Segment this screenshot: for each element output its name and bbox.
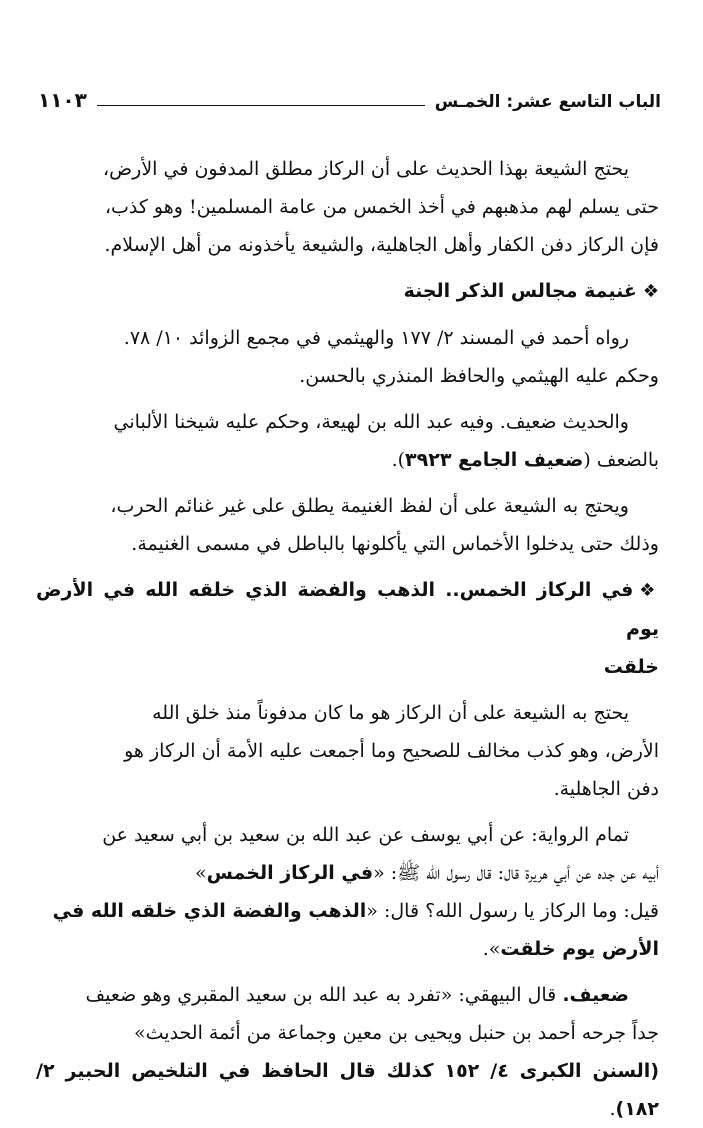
paragraph-5: يحتج به الشيعة على أن الركاز هو ما كان مدفوناً منذ خلق الله الأرض، وهو كذب مخالف للصحيح وما أجمعت عليه الأمة أن الركاز هو دفن الجاهلية. xyxy=(124,702,659,800)
page-body xyxy=(36,150,659,1128)
section-heading-2: ❖في الركاز الخمس.. الذهب والفضة الذي خلقه الله في الأرض يوم خلقت xyxy=(36,579,660,678)
paragraph-4: ويحتج به الشيعة على أن لفظ الغنيمة يطلق على غير غنائم الحرب، وذلك حتى يدخلوا الأخماس التي يأكلونها بالباطل في مسمى الغنيمة. xyxy=(110,495,659,555)
section-heading-1: ❖غنيمة مجالس الذكر الجنة xyxy=(403,280,659,302)
bullet-icon: ❖ xyxy=(639,580,660,601)
chapter-title: الباب التاسع عشر: الخمـس xyxy=(434,92,661,112)
page-number: ١١٠٣ xyxy=(38,88,87,112)
page-header xyxy=(38,84,661,112)
header-rule xyxy=(97,105,425,106)
paragraph-3: والحديث ضعيف. وفيه عبد الله بن لهيعة، وحكم عليه شيخنا الألباني بالضعف (ضعيف الجامع ٣٩٢٣). xyxy=(113,411,659,471)
paragraph-7: ضعيف. قال البيهقي: «تفرد به عبد الله بن سعيد المقبري وهو ضعيف جداً جرحه أحمد بن حنبل ويحيى بن معين وجماعة من أئمة الحديث» (السنن الكبرى ٤/ ١٥٢ كذلك قال الحافظ في التلخيص الحبير ٢/ ١٨٢). xyxy=(36,984,659,1120)
paragraph-2: رواه أحمد في المسند ٢/ ١٧٧ والهيثمي في مجمع الزوائد ١٠/ ٧٨. وحكم عليه الهيثمي والحافظ المنذري بالحسن. xyxy=(123,327,659,387)
paragraph-1: يحتج الشيعة بهذا الحديث على أن الركاز مطلق المدفون في الأرض، حتى يسلم لهم مذهبهم في أخذ الخمس من عامة المسلمين! وهو كذب، فإن الركاز دفن الكفار وأهل الجاهلية، والشيعة يأخذونه من أهل الإسلام. xyxy=(103,158,659,256)
paragraph-6: تمام الرواية: عن أبي يوسف عن عبد الله بن سعيد بن أبي سعيد عن أبيه عن جده عن أبي هريرة قال: قال رسول الله ﷺ: «في الركاز الخمس» قيل: وما الركاز يا رسول الله؟ قال: «الذهب والفضة الذي خلقه الله في الأرض يوم خلقت». xyxy=(52,824,659,960)
bullet-icon: ❖ xyxy=(642,281,659,302)
